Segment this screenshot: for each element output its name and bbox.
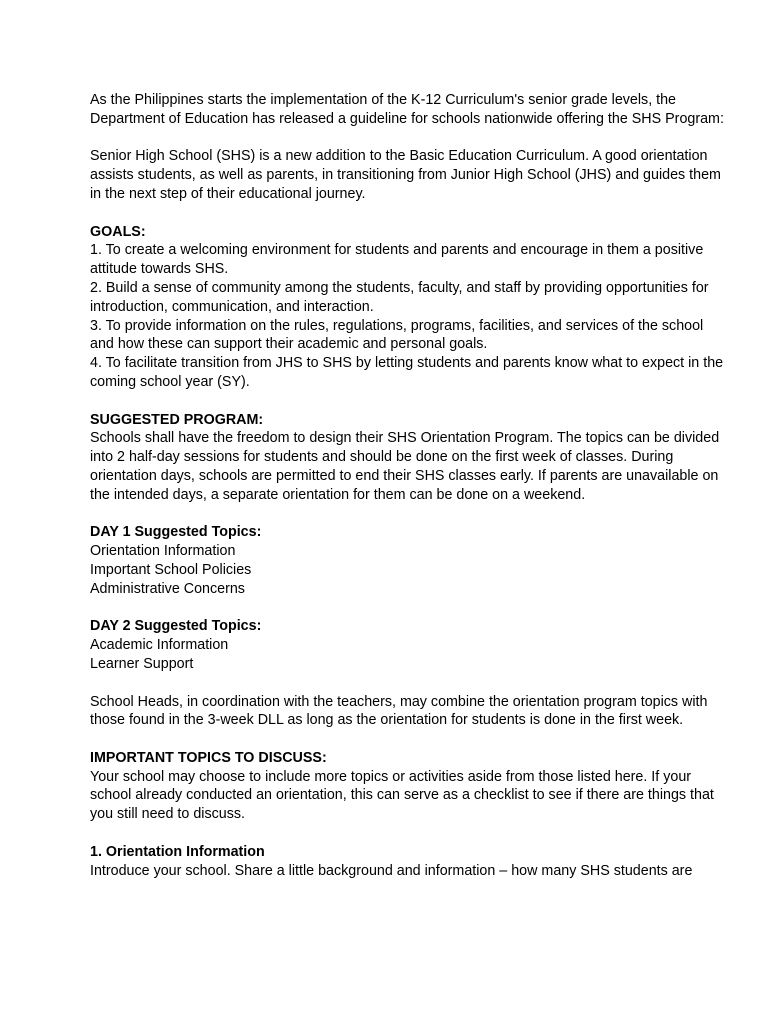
intro-paragraph-1: As the Philippines starts the implementation of the K-12 Curriculum's senior grade levels, the Department of Education has released a guideline for schools nationwide offering the SHS Program: bbox=[90, 92, 724, 127]
day1-section bbox=[90, 523, 728, 598]
important-topics-text: Your school may choose to include more topics or activities aside from those listed here. If your school already conducted an orientation, this can serve as a checklist to see if there are things that you still need to discuss. bbox=[90, 768, 714, 823]
suggested-program-text: Schools shall have the freedom to design their SHS Orientation Program. The topics can be divided into 2 half-day sessions for students and should be done on the first week of classes. During orientation days, schools are permitted to end their SHS classes early. If parents are unavailable on the intended days, a separate orientation for them can be done on a weekend. bbox=[90, 430, 720, 503]
important-topics-heading: IMPORTANT TOPICS TO DISCUSS: bbox=[90, 749, 327, 766]
suggested-program-heading: SUGGESTED PROGRAM: bbox=[90, 411, 264, 428]
goal-item-1: 1. To create a welcoming environment for students and parents and encourage in them a positive attitude towards SHS. bbox=[90, 242, 704, 278]
school-heads-paragraph: School Heads, in coordination with the teachers, may combine the orientation program topics with those found in the 3-week DLL as long as the orientation for students is done in the first week. bbox=[90, 693, 708, 729]
goal-item-4: 4. To facilitate transition from JHS to SHS by letting students and parents know what to expect in the coming school year (SY). bbox=[90, 355, 724, 390]
goal-item-3: 3. To provide information on the rules, regulations, programs, facilities, and services of the school and how these can support their academic and personal goals. bbox=[90, 317, 704, 353]
goal-item-2: 2. Build a sense of community among the students, faculty, and staff by providing opportunities for introduction, communication, and interaction. bbox=[90, 279, 709, 315]
day1-topic: Administrative Concerns bbox=[90, 580, 245, 597]
goals-heading: GOALS: bbox=[90, 223, 146, 240]
intro-paragraph-2: Senior High School (SHS) is a new addition to the Basic Education Curriculum. A good orientation assists students, as well as parents, in transitioning from Junior High School (JHS) and guides them in the next step of their educational journey. bbox=[90, 148, 721, 202]
goals-section bbox=[90, 223, 728, 392]
day1-heading: DAY 1 Suggested Topics: bbox=[90, 524, 262, 541]
day1-topic: Important School Policies bbox=[90, 561, 252, 578]
suggested-program-section bbox=[90, 411, 728, 505]
day2-heading: DAY 2 Suggested Topics: bbox=[90, 618, 262, 635]
day2-section bbox=[90, 617, 728, 673]
day2-topic: Learner Support bbox=[90, 655, 194, 672]
orientation-information-section bbox=[90, 843, 728, 881]
orientation-information-heading: 1. Orientation Information bbox=[90, 843, 265, 860]
important-topics-section bbox=[90, 749, 728, 824]
day2-topic: Academic Information bbox=[90, 637, 229, 654]
orientation-information-text: Introduce your school. Share a little background and information – how many SHS students are bbox=[90, 862, 693, 879]
day1-topic: Orientation Information bbox=[90, 543, 236, 560]
